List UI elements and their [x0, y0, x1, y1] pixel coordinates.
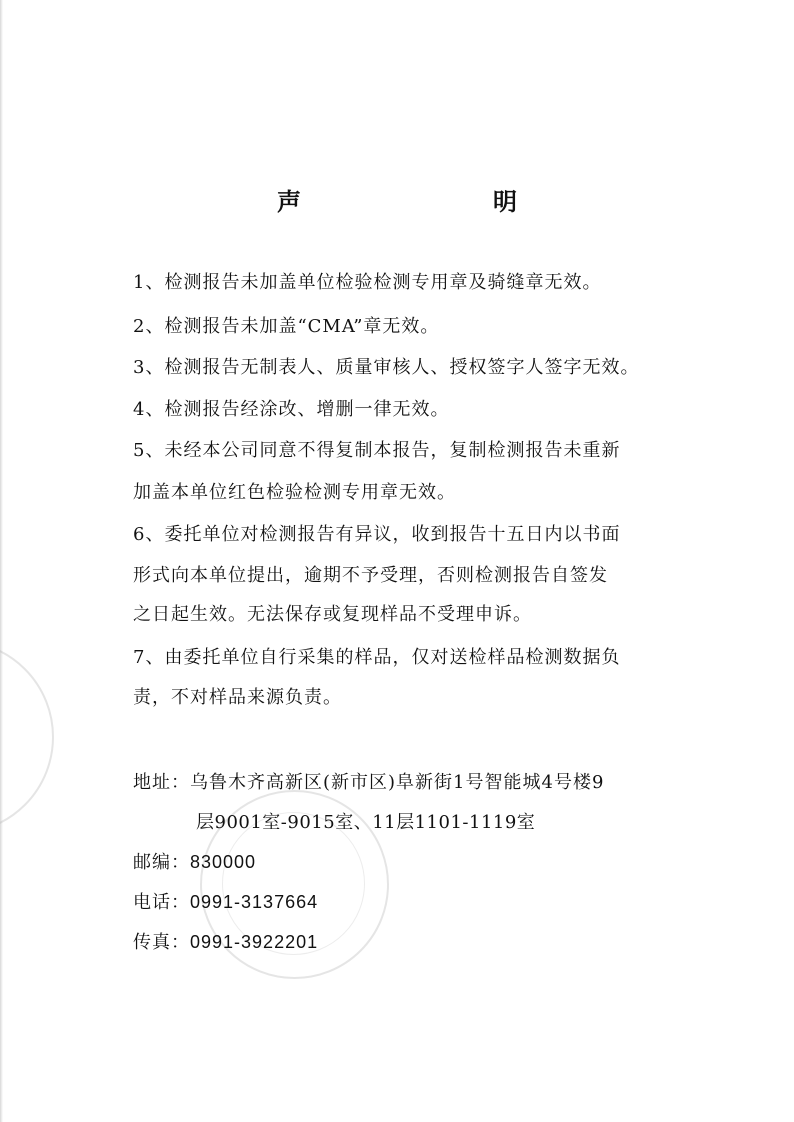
- page-title: 声 明: [277, 187, 601, 216]
- page-edge: [0, 0, 3, 1122]
- fax-value: 0991-3922201: [190, 932, 319, 952]
- statement-3: 3、检测报告无制表人、质量审核人、授权签字人签字无效。: [133, 357, 640, 378]
- postcode-row: [133, 851, 256, 874]
- address-row: [133, 772, 604, 794]
- faint-seal-left: [0, 640, 54, 834]
- postcode-value: 830000: [190, 852, 257, 872]
- statement-4: 4、检测报告经涂改、增删一律无效。: [133, 399, 450, 420]
- fax-row: [133, 931, 318, 954]
- statement-5-line-2: 加盖本单位红色检验检测专用章无效。: [133, 482, 456, 503]
- address-label: 地址：: [133, 772, 190, 793]
- statement-6-line-2: 形式向本单位提出，逾期不予受理，否则检测报告自签发: [133, 565, 608, 586]
- phone-label: 电话：: [133, 892, 190, 913]
- statement-6-line-1: 6、委托单位对检测报告有异议，收到报告十五日内以书面: [133, 524, 621, 545]
- statement-2: 2、检测报告未加盖“CMA”章无效。: [133, 316, 440, 337]
- statement-1: 1、检测报告未加盖单位检验检测专用章及骑缝章无效。: [133, 272, 602, 293]
- fax-label: 传真：: [133, 932, 190, 953]
- address-line-1: 乌鲁木齐高新区(新市区)阜新街1号智能城4号楼9: [190, 772, 605, 793]
- address-line-2: 层9001室-9015室、11层1101-1119室: [196, 812, 536, 833]
- statement-7-line-2: 责，不对样品来源负责。: [133, 687, 342, 708]
- statement-7-line-1: 7、由委托单位自行采集的样品，仅对送检样品检测数据负: [133, 647, 621, 668]
- postcode-label: 邮编：: [133, 852, 190, 873]
- statement-6-line-3: 之日起生效。无法保存或复现样品不受理申诉。: [133, 604, 532, 625]
- phone-value: 0991-3137664: [190, 892, 319, 912]
- phone-row: [133, 891, 318, 914]
- statement-5-line-1: 5、未经本公司同意不得复制本报告，复制检测报告未重新: [133, 440, 621, 461]
